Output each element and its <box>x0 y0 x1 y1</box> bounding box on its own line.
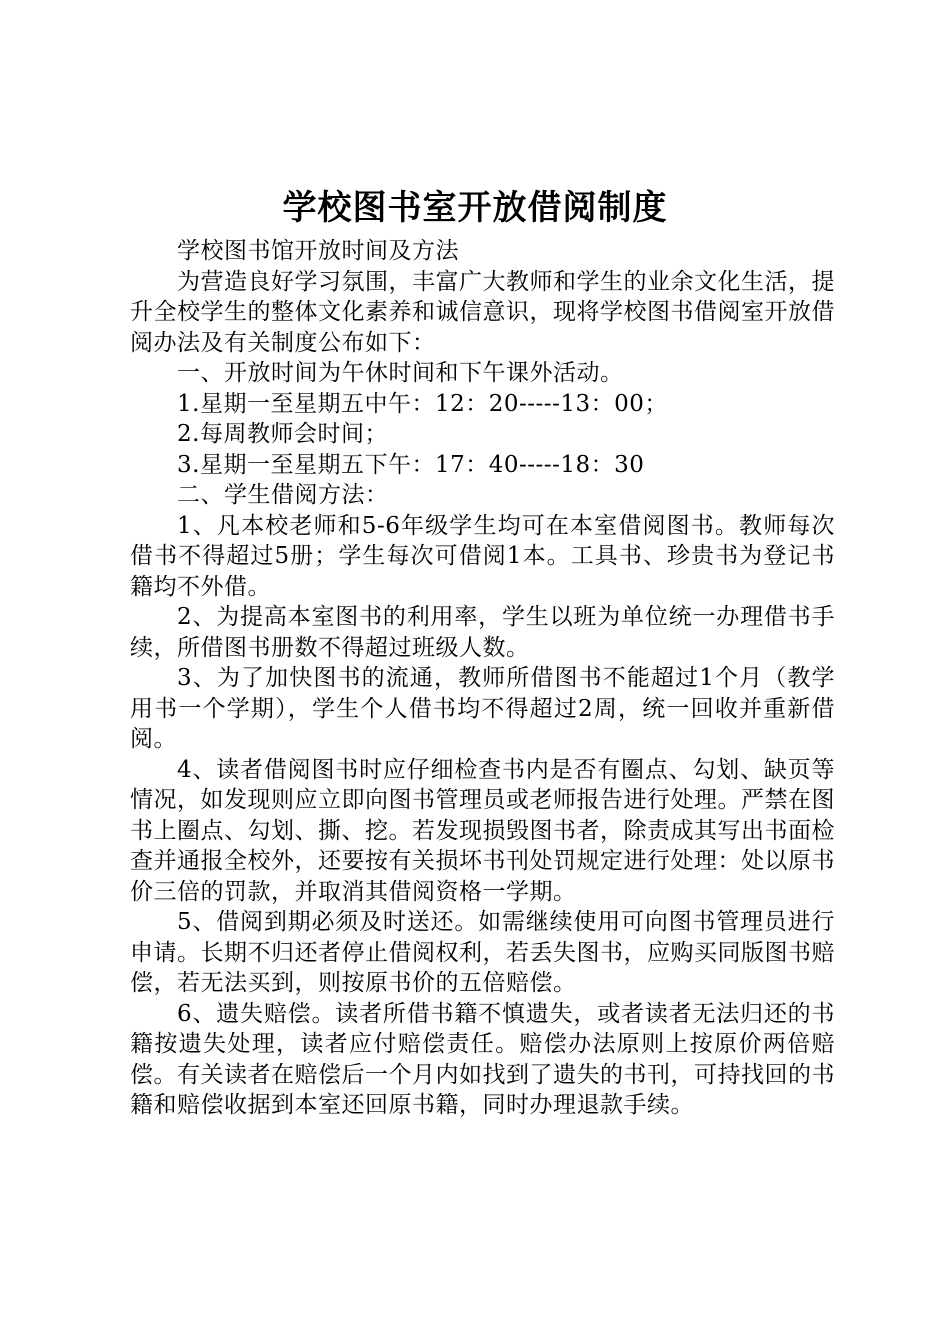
hours-item-2: 2.每周教师会时间； <box>177 421 388 447</box>
hours-item-3: 3.星期一至星期五下午：17：40-----18：30 <box>177 451 645 478</box>
section-heading-intro: 学校图书馆开放时间及方法 <box>177 238 459 264</box>
rule-5: 5、借阅到期必须及时送还。如需继续使用可向图书管理员进行申请。长期不归还者停止借阅权利，若丢失图书，应购买同版图书赔偿，若无法买到，则按原书价的五倍赔偿。 <box>130 909 835 996</box>
section-heading-borrowing: 二、学生借阅方法： <box>177 482 389 508</box>
rule-2: 2、为提高本室图书的利用率，学生以班为单位统一办理借书手续，所借图书册数不得超过班级人数。 <box>130 604 835 661</box>
rule-1: 1、凡本校老师和5-6年级学生均可在本室借阅图书。教师每次借书不得超过5册；学生每次可借阅1本。工具书、珍贵书为登记书籍均不外借。 <box>130 512 835 600</box>
rule-3: 3、为了加快图书的流通，教师所借图书不能超过1个月（教学用书一个学期），学生个人借书均不得超过2周，统一回收并重新借阅。 <box>130 665 835 752</box>
paragraph-purpose: 为营造良好学习氛围，丰富广大教师和学生的业余文化生活，提升全校学生的整体文化素养和诚信意识，现将学校图书借阅室开放借阅办法及有关制度公布如下： <box>130 268 835 356</box>
section-heading-hours: 一、开放时间为午休时间和下午课外活动。 <box>177 360 624 386</box>
document-title: 学校图书室开放借阅制度 <box>282 188 668 228</box>
document-body <box>130 236 835 1121</box>
hours-item-1: 1.星期一至星期五中午：12：20-----13：00； <box>177 390 668 417</box>
rule-6: 6、遗失赔偿。读者所借书籍不慎遗失，或者读者无法归还的书籍按遗失处理，读者应付赔偿责任。赔偿办法原则上按原价两倍赔偿。有关读者在赔偿后一个月内如找到了遗失的书刊，可持找回的书籍和赔偿收据到本室还回原书籍，同时办理退款手续。 <box>130 1000 835 1118</box>
rule-4: 4、读者借阅图书时应仔细检查书内是否有圈点、勾划、缺页等情况，如发现则应立即向图书管理员或老师报告进行处理。严禁在图书上圈点、勾划、撕、挖。若发现损毁图书者，除责成其写出书面检查并通报全校外，还要按有关损坏书刊处罚规定进行处理：处以原书价三倍的罚款，并取消其借阅资格一学期。 <box>130 756 835 905</box>
